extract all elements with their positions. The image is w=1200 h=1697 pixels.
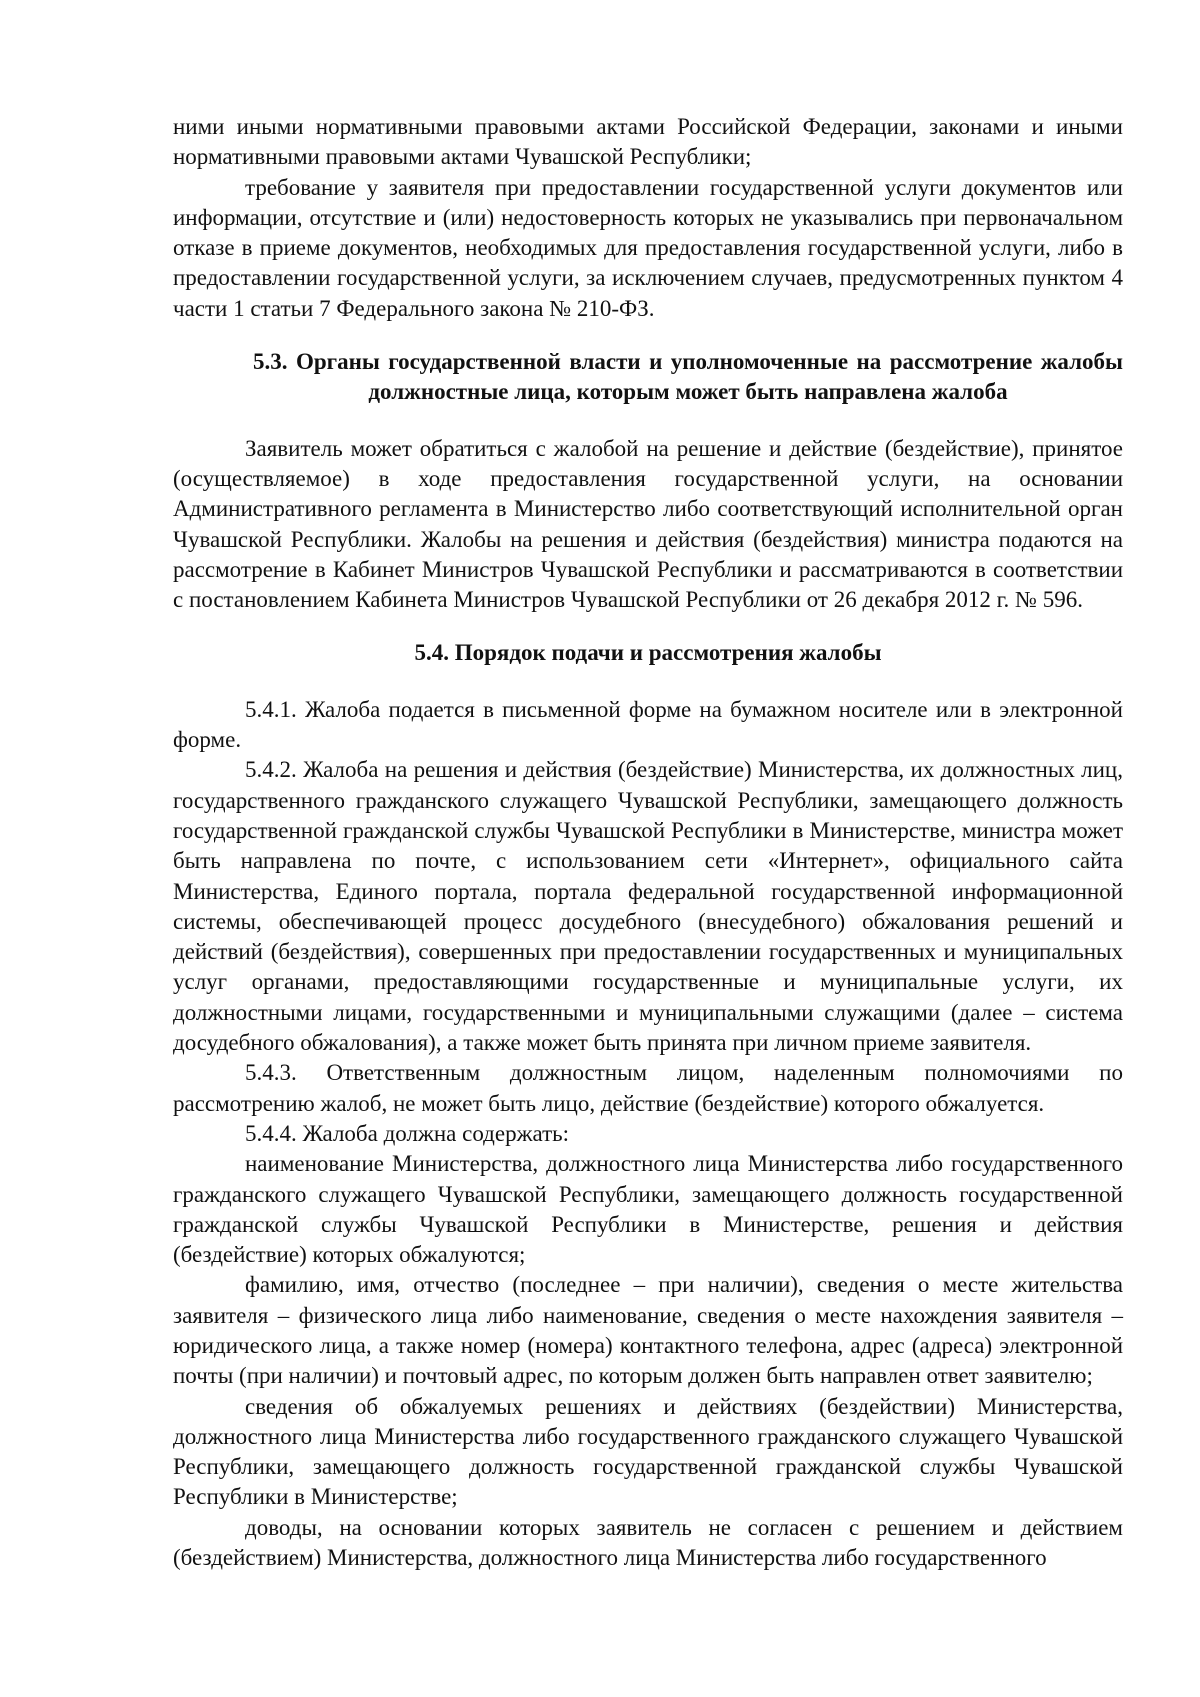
section-heading-5-4: 5.4. Порядок подачи и рассмотрения жалобы bbox=[414, 640, 882, 666]
paragraph-continuation: ними иными нормативными правовыми актами Российской Федерации, законами и иными нормативными правовыми актами Чувашской Республики; bbox=[173, 114, 1123, 170]
paragraph-5-4-4-item-name: наименование Министерства, должностного лица Министерства либо государственного гражданского служащего Чувашской Республики, замещающего должность государственной гражданской службы Чувашской Республики в Министерстве, решения и действия (бездействие) которых обжалуются; bbox=[173, 1151, 1123, 1268]
paragraph-5-4-4-item-applicant: фамилию, имя, отчество (последнее – при наличии), сведения о месте жительства заявителя – физического лица либо наименование, сведения о месте нахождения заявителя – юридического лица, а также номер (номера) контактного телефона, адрес (адреса) электронной почты (при наличии) и почтовый адрес, по которым должен быть направлен ответ заявителю; bbox=[173, 1272, 1123, 1389]
paragraph-5-3-body: Заявитель может обратиться с жалобой на решение и действие (бездействие), принятое (осуществляемое) в ходе предоставления государственной услуги, на основании Административного регламента в Министерство либо соответствующий исполнительной орган Чувашской Республики. Жалобы на решения и действия (бездействия) министра подаются на рассмотрение в Кабинет Министров Чувашской Республики и рассматриваются в соответствии с постановлением Кабинета Министров Чувашской Республики от 26 декабря 2012 г. № 596. bbox=[173, 435, 1123, 613]
paragraph-5-4-2: 5.4.2. Жалоба на решения и действия (бездействие) Министерства, их должностных лиц, государственного гражданского служащего Чувашской Республики, замещающего должность государственной гражданской службы Чувашской Республики в Министерстве, министра может быть направлена по почте, с использованием сети «Интернет», официального сайта Министерства, Единого портала, портала федеральной государственной информационной системы, обеспечивающей процесс досудебного (внесудебного) обжалования решений и действий (бездействия), совершенных при предоставлении государственных и муниципальных услуг органами, предоставляющими государственные и муниципальные услуги, их должностными лицами, государственными и муниципальными служащими (далее – система досудебного обжалования), а также может быть принята при личном приеме заявителя. bbox=[173, 757, 1123, 1056]
paragraph-5-4-4-item-arguments: доводы, на основании которых заявитель не согласен с решением и действием (бездействием) Министерства, должностного лица Министерства либо государственного bbox=[173, 1514, 1123, 1571]
section-heading-5-3: 5.3. Органы государственной власти и уполномоченные на рассмотрение жалобы должностные лица, которым может быть направлена жалоба bbox=[253, 349, 1123, 405]
paragraph-5-4-1: 5.4.1. Жалоба подается в письменной форме на бумажном носителе или в электронной форме. bbox=[173, 696, 1123, 753]
paragraph-5-4-3: 5.4.3. Ответственным должностным лицом, наделенным полномочиями по рассмотрению жалоб, не может быть лицо, действие (бездействие) которого обжалуется. bbox=[173, 1060, 1123, 1116]
document-page bbox=[173, 112, 1123, 1573]
paragraph-requirement: требование у заявителя при предоставлении государственной услуги документов или информации, отсутствие и (или) недостоверность которых не указывались при первоначальном отказе в приеме документов, необходимых для предоставления государственной услуги, либо в предоставлении государственной услуги, за исключением случаев, предусмотренных пунктом 4 части 1 статьи 7 Федерального закона № 210-ФЗ. bbox=[173, 174, 1123, 321]
paragraph-5-4-4: 5.4.4. Жалоба должна содержать: bbox=[245, 1120, 570, 1146]
paragraph-5-4-4-item-decisions: сведения об обжалуемых решениях и действиях (бездействии) Министерства, должностного лица Министерства либо государственного гражданского служащего Чувашской Республики, замещающего должность государственной гражданской службы Чувашской Республики в Министерстве; bbox=[173, 1393, 1123, 1510]
